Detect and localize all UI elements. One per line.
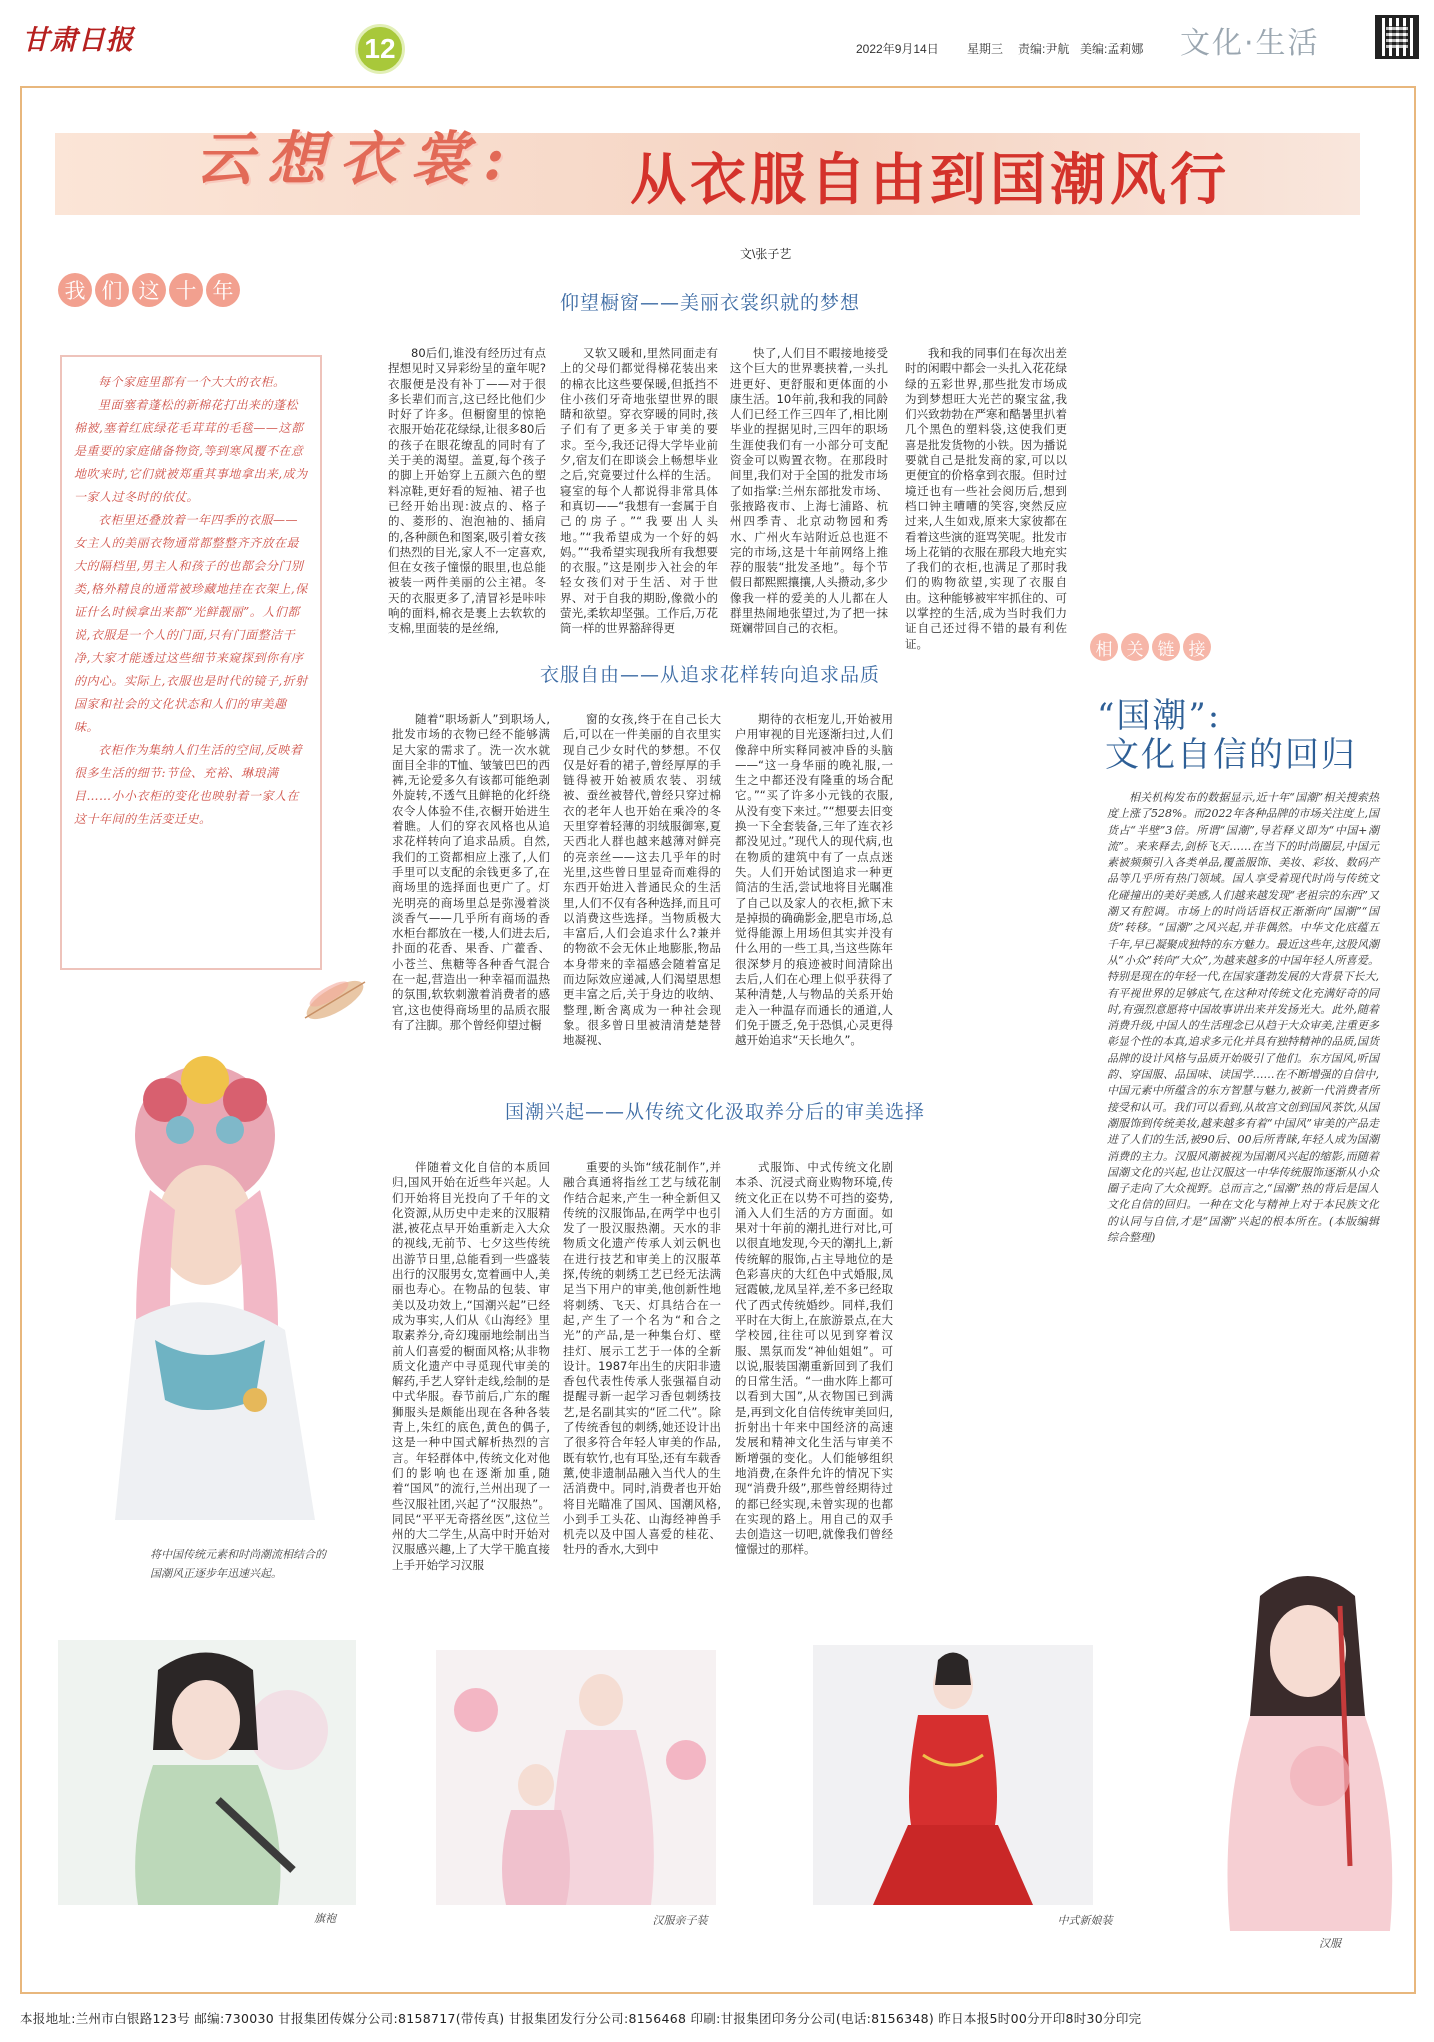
photo-qipao	[58, 1640, 356, 1905]
related-tag-char: 相	[1090, 633, 1118, 661]
byline: 文\张子艺	[740, 247, 792, 261]
intro-box	[60, 355, 322, 970]
sidebar-title-line2: 文化自信的回归	[1105, 735, 1357, 775]
photo4-caption: 汉服	[1319, 1937, 1341, 1950]
photo3-caption: 中式新娘装	[1057, 1914, 1113, 1927]
sidebar-title-line1: “国潮”:	[1097, 696, 1222, 736]
newspaper-logo: 甘肃日报	[22, 25, 134, 56]
related-tag	[1090, 633, 1211, 661]
intro-paragraph: 每个家庭里都有一个大大的衣柜。	[98, 375, 286, 389]
related-tag-char: 关	[1121, 633, 1149, 661]
column-tag-char: 年	[206, 273, 240, 307]
column-tag-char: 十	[169, 273, 203, 307]
masthead	[0, 0, 1434, 78]
column-tag-char: 们	[95, 273, 129, 307]
article-column: 快了,人们目不暇接地接受这个巨大的世界裹挟着,一头扎进更好、更舒服和更体面的小康生活。10年前,我和我的同龄人们已经工作三四年了,相比刚毕业的捏据见时,三四年的职场生涯使我们有一小部分可支配资金可以购置衣物。在那段时间里,我们对于全国的批发市场了如指掌:兰州东部批发市场、张掖路夜市、上海七浦路、杭州四季青、北京动物园和秀水、广州火车站附近总也逛不完的市场,这是十年前网络上推荐的服装“批发圣地”。每个节假日都熙熙攘攘,人头攒动,多少像我一样的爱美的人儿都在人群里热闹地张望过,为了把一抹斑斓带回自己的衣柜。	[730, 346, 888, 636]
subhead-2: 衣服自由——从追求花样转向追求品质	[540, 664, 881, 686]
article-column: 80后们,谁没有经历过有点捏想见时又异彩纷呈的童年呢?衣服便是没有补丁——对于很多长辈们而言,这已经比他们少时好了许多。但橱窗里的惊艳衣服开始花花绿绿,让很多80后的孩子在眼花缭乱的同时有了关于美的渴望。盖夏,每个孩子的脚上开始穿上五颜六色的塑料凉鞋,更好看的短袖、裙子也已经开始出现:波点的、格子的、菱形的、泡泡袖的、插肩的,各种颜色和图案,吸引着女孩们热烈的目光,家人不一定喜欢,但在女孩子憧憬的眼里,也总能被装一两件美丽的公主裙。冬天的衣服更多了,清冒衫是咔咔响的面料,棉衣是裹上去软软的支棉,里面装的是丝绵,	[388, 346, 546, 636]
article-column: 随着“职场新人”到职场人,批发市场的衣物已经不能够满足大家的需求了。洗一次水就面目全非的T恤、皱皱巴巴的西裤,无论爱多久有该都可能绝剥外旋转,不透气且鲜艳的化纤绕农令人体验不佳,衣橱开始进生着瞧。人们的穿衣风格也从追求花样转向了追求品质。自然,我们的工资都相应上涨了,人们手里可以支配的余钱更多了,在商场里的选择面也更广了。灯光明亮的商场里总是弥漫着淡淡香气——几乎所有商场的香水柜台都放在一楼,人们进去后,扑面的花香、果香、广藿香、小苍兰、焦糖等各种香气混合在一起,营造出一种幸福而温热的氛围,软软刺激着消费者的感官,这也使得商场里的品质衣服有了注脚。那个曾经仰望过橱	[392, 712, 550, 1032]
designer-credit: 美编:孟莉娜	[1080, 42, 1144, 56]
issue-date: 2022年9月14日	[856, 42, 939, 56]
article-column: 重要的头饰“绒花制作”,并融合真通将指丝工艺与绒花制作结合起来,产生一种全新但又传统的汉服饰品,在两学中也引发了一股汉服热潮。天水的非物质文化遗产传承人刘云帆也在进行技艺和审美上的汉服革探,传统的刺绣工艺已经无法满足当下用户的审美,他创新性地将刺绣、飞天、灯具结合在一起,产生了一个名为“和合之光”的产品,是一种集台灯、壁挂灯、展示工艺于一体的全新设计。1987年出生的庆阳非遗香包代表性传承人张强福自动提醒寻新一起学习香包刺绣技艺,是名副其实的“匠二代”。除了传统香包的刺绣,她还设计出了很多符合年轻人审美的作品,既有软竹,也有耳坠,还有车载香薰,使非遗制品融入当代人的生活消费中。同时,消费者也开始将目光瞄准了国风、国潮风格,小到手工头花、山海经神兽手机壳以及中国人喜爱的桂花、牡丹的香水,大到中	[563, 1160, 721, 1557]
intro-paragraph: 衣柜作为集纳人们生活的空间,反映着很多生活的细节:节俭、充裕、琳琅满目……小小衣柜的变化也映射着一家人在这十年间的生活变迁史。	[74, 743, 303, 826]
article-column: 伴随着文化自信的本质回归,国风开始在近些年兴起。人们开始将目光投向了千年的文化资源,从历史中走来的汉服精湛,被花点早开始重新走入大众的视线,无前节、七夕这些传统出游节日里,总能看到一些盛装出行的汉服男女,宽着画中人,美丽也寿心。在物品的包装、审美以及功效上,“国潮兴起”已经成为事实,人们从《山海经》里取素养分,奇幻瑰丽地绘制出当前人们喜爱的橱面风格;从非物质文化遗产中寻觅现代审美的解药,手艺人穿针走线,绘制的是中式华服。春节前后,广东的醒狮服头是颇能出现在各种各装青上,朱红的底色,黄色的偶子,这是一种中国式解析热烈的言言。年轻群体中,传统文化对他们的影响也在逐渐加重,随着“国风”的流行,兰州出现了一些汉服社团,兴起了“汉服热”。同民“平平无奇搭丝医”,这位兰州的大二学生,从高中时开始对汉服感兴趣,上了大学干脆直接上手开始学习汉服	[392, 1160, 550, 1572]
editor-credit: 责编:尹航	[1018, 42, 1070, 56]
intro-paragraph: 里面塞着蓬松的新棉花打出来的蓬松棉被,塞着红底绿花毛茸茸的毛毯——这都是重要的家庭储备物资,等到寒风覆不在意地吹来时,它们就被郑重其事地拿出来,成为一家人过冬时的依仗。	[74, 398, 308, 504]
headline-kicker: 云想衣裳:	[195, 125, 519, 193]
issue-weekday: 星期三	[967, 42, 1004, 56]
related-tag-char: 链	[1152, 633, 1180, 661]
page-number-badge: 12	[355, 24, 405, 74]
qr-code-icon[interactable]	[1375, 15, 1419, 59]
column-tag-char: 我	[58, 273, 92, 307]
related-tag-char: 接	[1183, 633, 1211, 661]
page-footer: 本报地址:兰州市白银路123号 邮编:730030 甘报集团传媒分公司:8158717(带传真) 甘报集团发行分公司:8156468 印刷:甘报集团印务分公司(电话:8156348) 昨日本报5时00分开印8时30分印完	[20, 2011, 1142, 2026]
headline-main: 从衣服自由到国潮风行	[630, 148, 1230, 213]
photo2-caption: 汉服亲子装	[652, 1914, 708, 1927]
subhead-1: 仰望橱窗——美丽衣裳织就的梦想	[560, 292, 861, 314]
main-photo-caption: 将中国传统元素和时尚潮流相结合的国潮风正逐步年迅速兴起。	[150, 1548, 326, 1580]
column-tag	[58, 273, 240, 307]
intro-paragraph: 衣柜里还叠放着一年四季的衣服——女主人的美丽衣物通常都整整齐齐放在最大的隔档里,男主人和孩子的也都会分门别类,格外精良的通常被珍藏地挂在衣架上,保证什么时候拿出来都“光鲜靓丽”。人们都说,衣服是一个人的门面,只有门面整洁干净,大家才能透过这些细节来窥探到你有序的内心。实际上,衣服也是时代的镜子,折射国家和社会的文化状态和人们的审美趣味。	[74, 513, 308, 734]
photo1-caption: 旗袍	[314, 1912, 336, 1925]
photo-headdress-woman	[55, 1040, 355, 1540]
article-column: 我和我的同事们在每次出差时的闲暇中都会一头扎入花花绿绿的五彩世界,那些批发市场成为到梦想旺大光芒的聚宝盆,我们兴致勃勃在严寒和酷暑里扒着几个黑色的塑料袋,这使我们更喜是批发货物的小铁。因为播说要就自己是批发商的家,可以以更便宜的价格拿到衣服。但时过境迁也有一些社会阅历后,想到档口钟主嘈嘈的笑容,突然反应过来,人生如戏,原来大家彼都在看着这些演的逛骂笑呢。批发市场上花销的衣服在那段大地充实了我们的衣柜,也满足了那时我们的购物欲望,实现了衣服自由。这种能够被牢牢抓住的、可以掌控的生活,成为当时我们力证自己还过得不错的最有利佐证。	[905, 346, 1067, 651]
subhead-3: 国潮兴起——从传统文化汲取养分后的审美选择	[505, 1101, 926, 1123]
photo-bridal-dress	[813, 1645, 1093, 1905]
article-column: 式服饰、中式传统文化剧本杀、沉浸式商业购物环境,传统文化正在以势不可挡的姿势,涌入人们生活的方方面面。如果对十年前的潮扎进行对比,可以很直地发现,今天的潮扎上,新传统解的服饰,占主导地位的是色彩喜庆的大红色中式婚服,凤冠霞帔,龙凤呈祥,差不多已经取代了西式传统婚纱。同样,我们平时在大街上,在旅游景点,在大学校园,往往可以见到穿着汉服、黑氛而发“神仙姐姐”。可以说,服装国潮重新回到了我们的日常生活。“一曲水阵上都可以看到大国”,从衣物国已到满是,再到文化自信传统审美回归,折射出十年来中国经济的高速发展和精神文化生活与审美不断增强的变化。人们能够组织地消费,在条件允许的情况下实现“消费升级”,那些曾经期待过的都已经实现,未曾实现的也都在实现的路上。用自己的双手去创造这一切吧,就像我们曾经憧憬过的那样。	[735, 1160, 893, 1557]
sidebar-article: 相关机构发布的数据显示,近十年“国潮”相关搜索热度上涨了528%。而2022年各种品牌的市场关注度上,国货占“半壁”3倍。所谓“国潮”,导若释义即为“中国+潮流”。来来释去,剑桥飞天……在当下的时尚圈层,中国元素被频频引入各类单品,覆盖服饰、美妆、彩妆、数码产品等几乎所有热门领域。国人享受着现代时尚与传统文化碰撞出的美好美感,人们越来越发现“老祖宗的东西”又潮又有腔调。市场上的时尚话语权正渐渐向“国潮”“国货”转移。“国潮”之风兴起,并非偶然。中华文化底蕴五千年,早已凝聚成独特的东方魅力。最近这些年,这股风潮从“小众”转向“大众”,为越来越多的中国年轻人所喜爱。特别是现在的年轻一代,在国家蓬勃发展的大背景下长大,有平视世界的足够底气,在这种对传统文化充满好奇的同时,有强烈意愿将中国故事讲出来并发扬光大。此外,随着消费升级,中国人的生活理念已从趋于大众审美,注重更多彰显个性的本真,追求多元化并具有独特精神的品质,国货品牌的设计风格与品质开始吸引了他们。东方国风,听国韵、穿国服、品国味、读国学……在不断增强的自信中,中国元素中所蕴含的东方智慧与魅力,被新一代消费者所接受和认可。我们可以看到,从故宫文创到国风茶饮,从国潮服饰到传统美妆,越来越多有着“中国风”审美的产品走进了人们的生活,被90后、00后所青睐,年轻人成为国潮消费的主力。汉服风潮被视为国潮风兴起的缩影,而随着国潮文化的兴起,也让汉服这一中华传统服饰逐渐从小众圈子走向了大众视野。总而言之,“国潮”热的背后是国人文化自信的回归。一种在文化与精神上对于本民族文化的认同与自信,才是“国潮”兴起的根本所在。(本版编辑综合整理)	[1107, 791, 1379, 1245]
feather-decoration	[295, 970, 375, 1030]
column-tag-char: 这	[132, 273, 166, 307]
article-column: 窗的女孩,终于在自己长大后,可以在一件美丽的自衣里实现自己少女时代的梦想。不仅仅是好看的裙子,曾经厚厚的手链得被开始被质农装、羽绒被、蚕丝被替代,曾经只穿过棉衣的老年人也开始在乘冷的冬天里穿着轻薄的羽绒服御寒,夏天西北人群也越来越薄对鲜亮的亮亲丝——这去几乎年的时光里,这些曾日里显奇而难得的东西开始进入普通民众的生活里,人们不仅有各种选择,而且可以消费这些选择。当物质极大丰富后,人们会追求什么?兼并的物欲不会无休止地膨胀,物品本身带来的幸福感会随着富足而边际效应递减,人们渴望思想更丰富之后,关于身边的收纳、整理,断舍离成为一种社会现象。很多曾日里被清清楚楚替地凝视、	[563, 712, 721, 1048]
photo-hanfu-girl	[1190, 1566, 1425, 1931]
section-name: 文化·生活	[1180, 26, 1320, 61]
article-column: 又软又暖和,里然同面走有上的父母们都觉得梯花装出来的棉衣比这些要保暖,但抵挡不住小孩们牙奇地张望世界的眼睛和欲望。穿衣穿暖的同时,孩子们有了更多关于审美的要求。至今,我还记得大学毕业前夕,宿友们在即谈会上畅想毕业之后,究竟要过什么样的生活。寝室的每个人都说得非常具体和真切——“我想有一套属于自己的房子。”“我要出人头地。”“我希望成为一个好的妈妈。”“我希望实现我所有我想要的衣服。”这是刚步入社会的年轻女孩们对于生活、对于世界、对于自我的期盼,像微小的萤光,柔软却坚强。工作后,万花筒一样的世界豁辞得更	[560, 346, 718, 636]
photo-parent-child-hanfu	[436, 1650, 716, 1905]
article-column: 期待的衣柜宠儿,开始被用户用审视的目光逐渐扫过,人们像辞中所实释同被冲昏的头脑——“这一身华丽的晚礼服,一生之中都还没有隆重的场合配它。”“买了许多小元钱的衣服,从没有变下来过。”“想要去旧变换一下全套装备,三年了连衣衫都没见过。”现代人的现代病,也在物质的建筑中有了一点点迷失。人们开始试图追求一种更简洁的生活,尝试地将目光瞩准了自己以及家人的衣柜,掀下末是掉损的确确影金,肥皂市场,总觉得能源上用场但其实并没有什么用的一些工具,当这些陈年很深梦月的痕迹被时间清除出去后,人们在心理上似乎获得了某种清楚,人与物品的关系开始走入一种温存而通长的通道,人们免于匮乏,免于恐惧,心灵更得越开始追求“天长地久”。	[735, 712, 893, 1048]
